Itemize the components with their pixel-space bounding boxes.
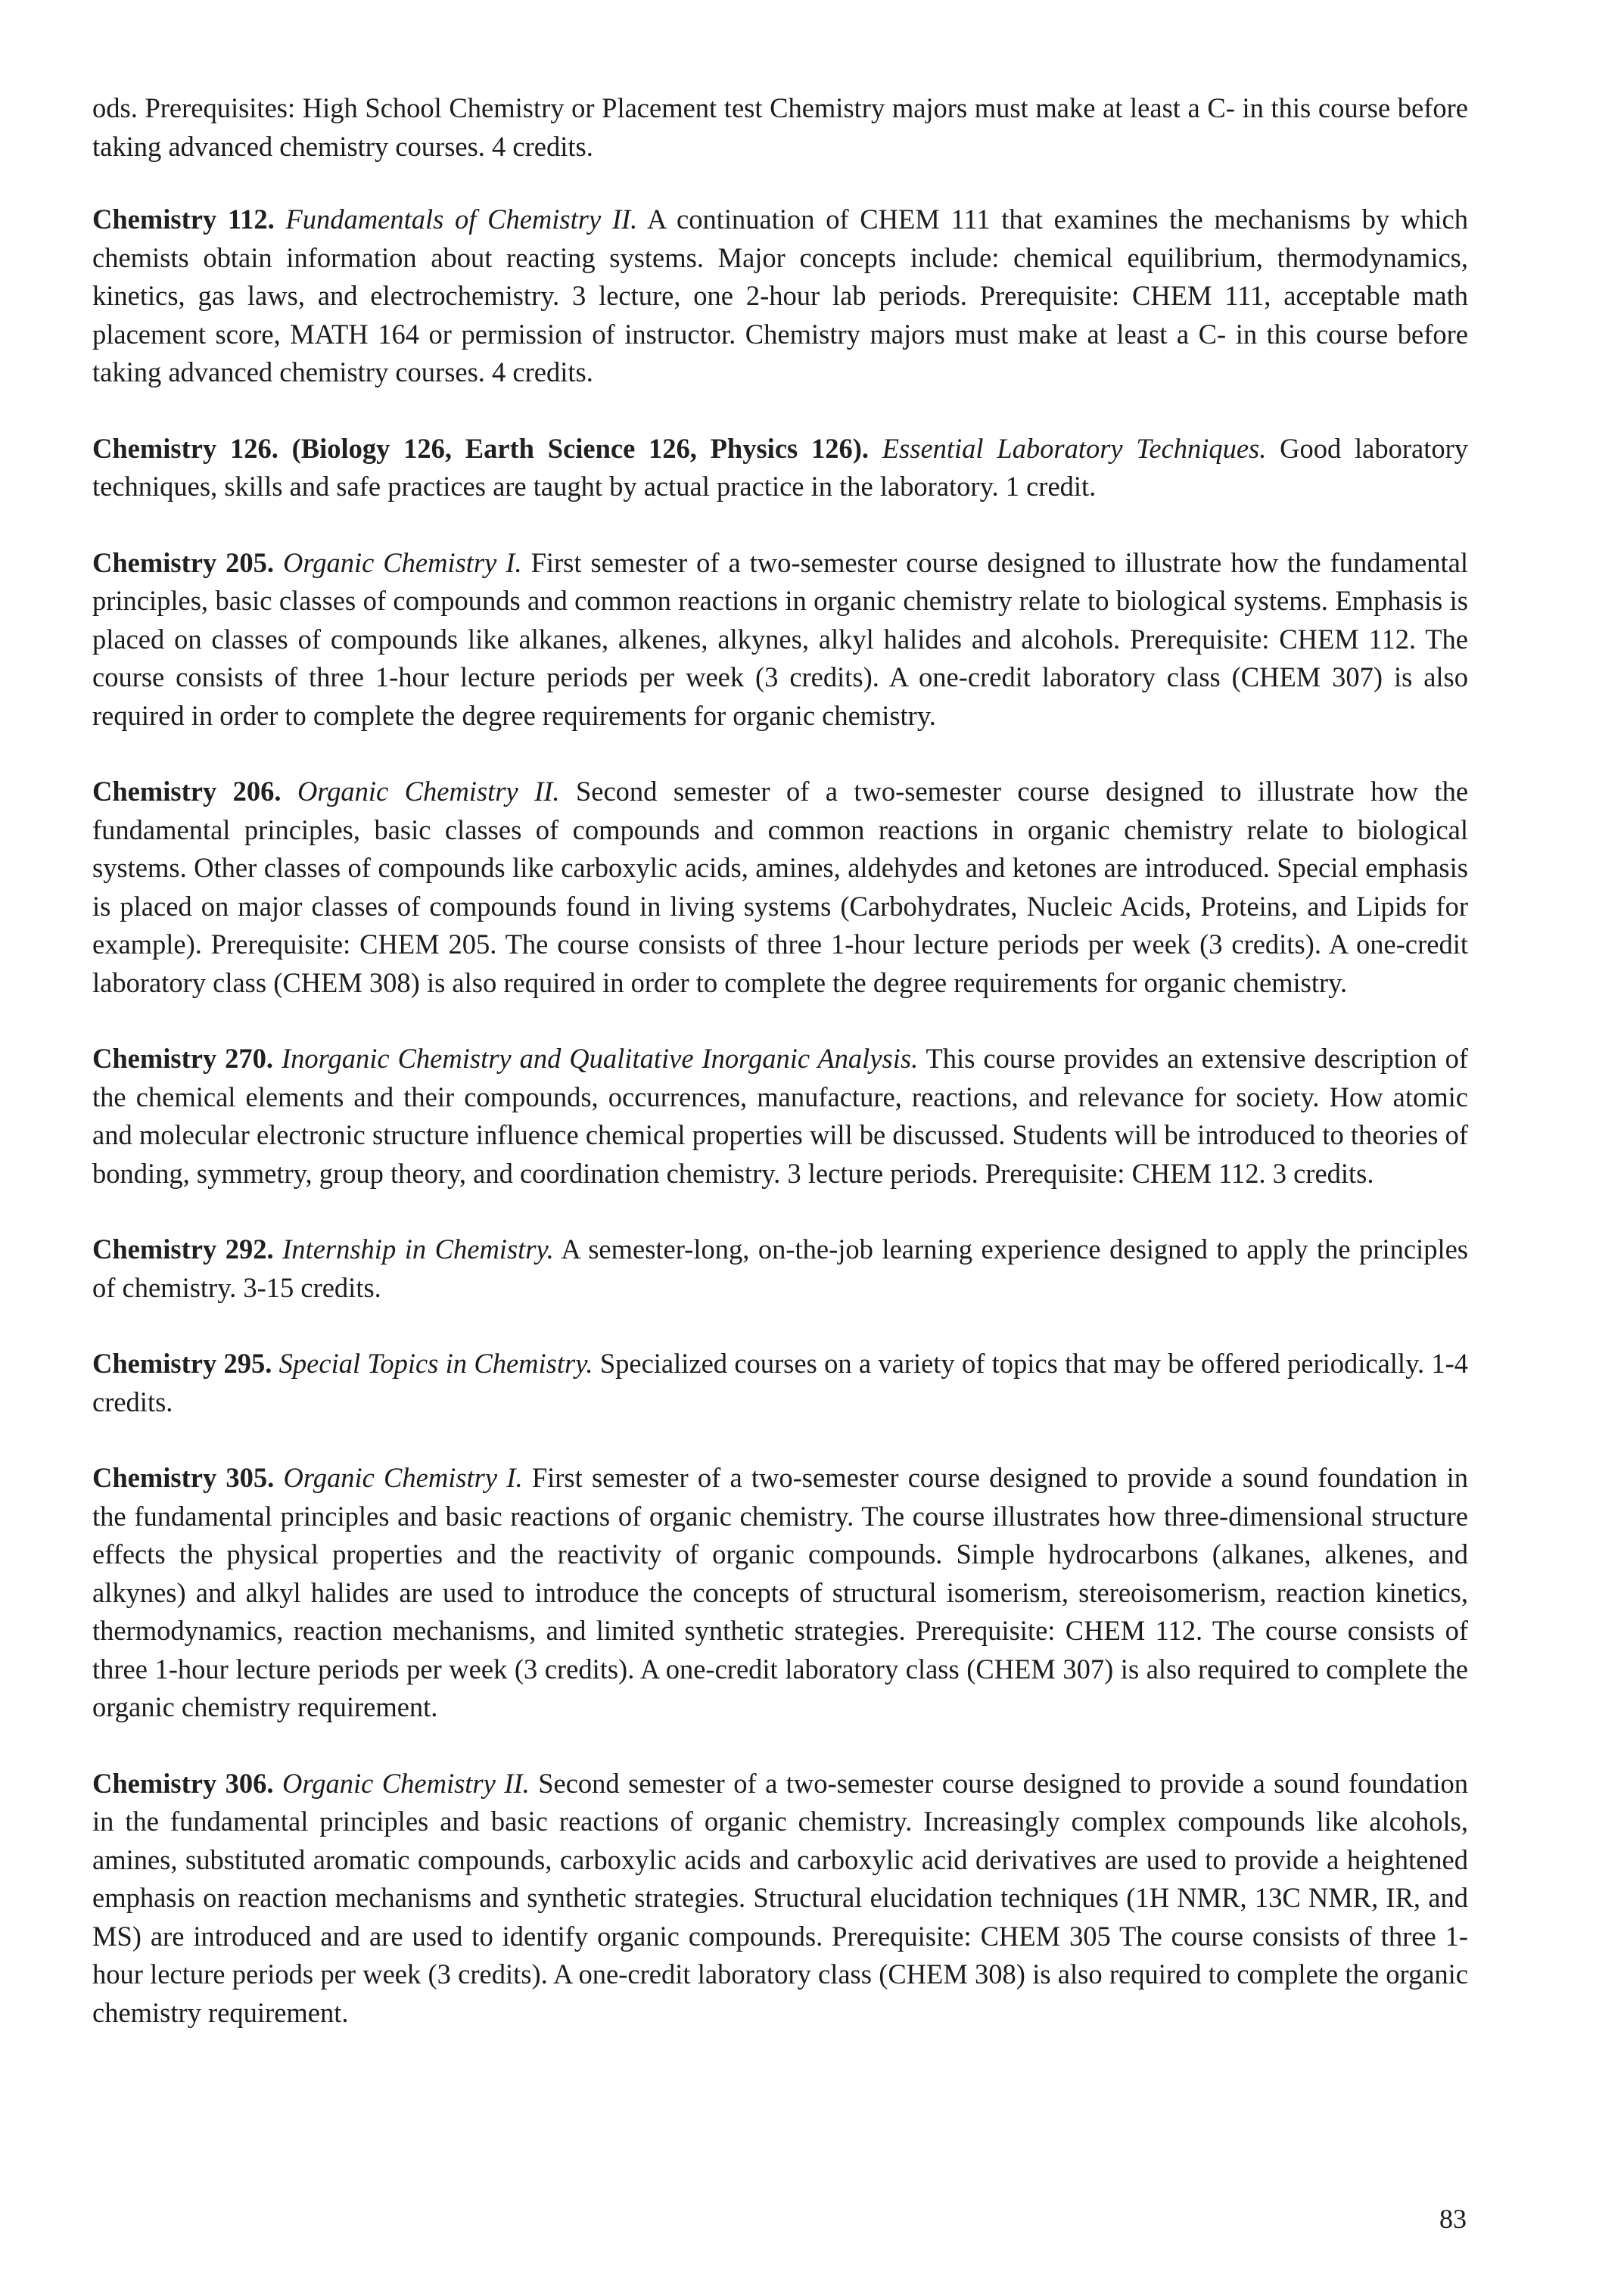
course-description: First semester of a two-semester course designed to illustrate how the fundamental principles, basic classes of compounds and common reactions in organic chemistry relate to biological systems. Emphasis is placed on classes of compounds like alkanes, alkenes, alkynes, alkyl halides and alcohols. Prerequisite: CHEM 112. The course consists of three 1-hour lecture periods per week (3 credits). A one-credit laboratory class (CHEM 307) is also required in order to complete the degree requirements for organic chemistry. [92,546,1468,731]
course-name: Chemistry 295. [92,1348,272,1379]
course-entry-chem-305 [92,1459,1468,1727]
course-description: This course provides an extensive description of the chemical elements and their compounds, occurrences, manufacture, reactions, and relevance for society. How atomic and molecular electronic structure influence chemical properties will be discussed. Students will be introduced to theories of bonding, symmetry, group theory, and coordination chemistry. 3 lecture periods. Prerequisite: CHEM 112. 3 credits. [92,1043,1469,1189]
course-entry-chem-112 [92,201,1468,392]
course-name: Chemistry 112. [92,204,275,235]
course-entry-chem-205 [92,544,1468,736]
course-name: Chemistry 206. [92,776,282,807]
course-name: Chemistry 306. [92,1767,274,1799]
course-description: First semester of a two-semester course designed to provide a sound foundation in the fundamental principles and basic reactions of organic chemistry. The course illustrates how three-dimensional structure effects the physical properties and the reactivity of organic compounds. Simple hydrocarbons (alkanes, alkenes, and alkynes) and alkyl halides are used to introduce the concepts of structural isomerism, stereoisomerism, reaction kinetics, thermodynamics, reaction mechanisms, and limited synthetic strategies. Prerequisite: CHEM 112. The course consists of three 1-hour lecture periods per week (3 credits). A one-credit laboratory class (CHEM 307) is also required to complete the organic chemistry requirement. [92,1462,1469,1722]
course-title: Organic Chemistry II. [282,1767,530,1799]
course-description: A continuation of CHEM 111 that examines the mechanisms by which chemists obtain information about reacting systems. Major concepts include: chemical equilibrium, thermodynamics, kinetics, gas laws, and electrochemistry. 3 lecture, one 2-hour lab periods. Prerequisite: CHEM 111, acceptable math placement score, MATH 164 or permission of instructor. Chemistry majors must make at least a C- in this course before taking advanced chemistry courses. 4 credits. [92,204,1468,387]
course-name: Chemistry 205. [92,546,275,578]
course-entry-chem-292 [92,1230,1468,1307]
course-title: Special Topics in Chemistry. [278,1348,593,1379]
catalog-page-body [92,89,1468,2070]
course-name: Chemistry 292. [92,1234,274,1265]
course-title: Organic Chemistry II. [297,776,560,807]
course-title: Organic Chemistry I. [283,546,522,578]
course-entry-chem-295 [92,1345,1468,1421]
course-entry-chem-206 [92,773,1468,1002]
course-description: Good laboratory techniques, skills and safe practices are taught by actual practice in the laboratory. 1 credit. [92,432,1468,502]
course-title: Internship in Chemistry. [282,1234,554,1265]
course-entry-chem-306 [92,1765,1468,2033]
course-entry-chem-270 [92,1040,1468,1193]
course-name: Chemistry 305. [92,1462,275,1493]
course-entry-chem-126 [92,430,1468,506]
course-name: Chemistry 126. (Biology 126, Earth Science 126, Physics 126). [92,432,869,464]
course-description: Second semester of a two-semester course designed to illustrate how the fundamental principles, basic classes of compounds and common reactions in organic chemistry relate to biological systems. Other classes of compounds like carboxylic acids, amines, aldehydes and ketones are introduced. Special emphasis is placed on major classes of compounds found in living systems (Carbohydrates, Nucleic Acids, Proteins, and Lipids for example). Prerequisite: CHEM 205. The course consists of three 1-hour lecture periods per week (3 credits). A one-credit laboratory class (CHEM 308) is also required in order to complete the degree requirements for organic chemistry. [92,776,1469,998]
course-title: Essential Laboratory Techniques. [882,432,1267,464]
course-description: Second semester of a two-semester course designed to provide a sound foundation in the fundamental principles and basic reactions of organic chemistry. Increasingly complex compounds like alcohols, amines, substituted aromatic compounds, carboxylic acids and carboxylic acid derivatives are used to provide a heightened emphasis on reaction mechanisms and synthetic strategies. Structural elucidation techniques (1H NMR, 13C NMR, IR, and MS) are introduced and are used to identify organic compounds. Prerequisite: CHEM 305 The course consists of three 1-hour lecture periods per week (3 credits). A one-credit laboratory class (CHEM 308) is also required to complete the organic chemistry requirement. [92,1767,1469,2028]
course-title: Organic Chemistry I. [283,1462,523,1493]
page-number: 83 [1439,2204,1467,2234]
intro-continuation: ods. Prerequisites: High School Chemistry or Placement test Chemistry majors must make at least a C- in this course before taking advanced chemistry courses. 4 credits. [92,92,1468,162]
course-name: Chemistry 270. [92,1043,274,1074]
course-title: Fundamentals of Chemistry II. [285,204,638,235]
course-description: Specialized courses on a variety of topics that may be offered periodically. 1-4 credits. [92,1348,1469,1417]
course-title: Inorganic Chemistry and Qualitative Inorganic Analysis. [282,1043,919,1074]
course-description: A semester-long, on-the-job learning experience designed to apply the principles of chemistry. 3-15 credits. [92,1234,1468,1303]
